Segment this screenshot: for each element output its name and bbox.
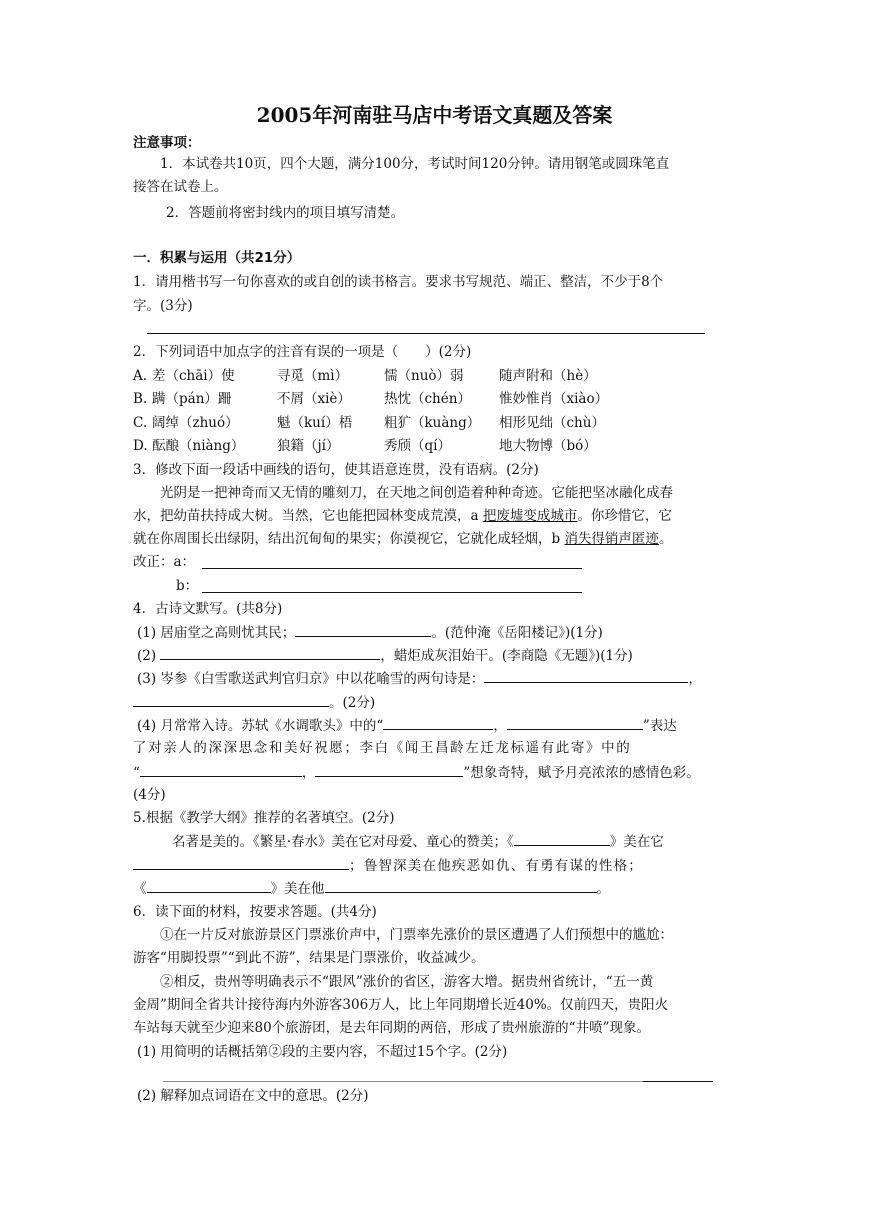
q5-line-1 bbox=[172, 831, 664, 852]
q2-word: 地大物博（bó） bbox=[499, 438, 597, 454]
q4-3-blank-2[interactable] bbox=[133, 692, 329, 707]
q5-text: 5.根据《教学大纲》推荐的名著填空。(2分) bbox=[133, 810, 395, 826]
q3-passage-text: 就在你周围长出绿阴，结出沉甸甸的果实；你漠视它，它就化成轻烟，b bbox=[133, 531, 565, 547]
q1-text: 1．请用楷书写一句你喜欢的或自创的读书格言。要求书写规范、端正、整洁，不少于8个 bbox=[133, 274, 664, 290]
q2-word: 魁（kuí）梧 bbox=[277, 415, 353, 431]
q5-text: 《 bbox=[133, 881, 147, 897]
q4-4 bbox=[137, 715, 677, 736]
q1-answer-line[interactable] bbox=[147, 333, 705, 334]
q4-4-blank-1[interactable] bbox=[383, 715, 493, 730]
q4-4-blank-4[interactable] bbox=[315, 762, 463, 777]
q2-label: B. bbox=[133, 391, 148, 407]
q1-text-cont: 字。(3分) bbox=[133, 298, 193, 314]
q5-blank-1[interactable] bbox=[514, 831, 610, 846]
q4-4-text: (4) 月常常入诗。苏轼《水调歌头》中的“ bbox=[137, 718, 384, 734]
q2-word: 懦（nuò）弱 bbox=[384, 368, 464, 384]
q4-4-cont: 了对亲人的深深思念和美好祝愿；李白《闻王昌龄左迁龙标遥有此寄》中的 bbox=[133, 740, 632, 756]
q3-fix-b-line[interactable] bbox=[202, 592, 582, 593]
q2-word: 热忱（chén） bbox=[384, 391, 471, 407]
q5-text: 》美在他 bbox=[270, 881, 325, 897]
q2-word: 酝酿（niàng） bbox=[152, 438, 245, 454]
q4-3-text: (3) 岑参《白雪歌送武判官归京》中以花喻雪的两句诗是： bbox=[137, 671, 485, 687]
q4-2-blank[interactable] bbox=[160, 645, 380, 660]
q6-1-answer-line[interactable] bbox=[163, 1081, 643, 1082]
q2-word: 寻觅（mì） bbox=[277, 368, 349, 384]
notice-item-1: 1．本试卷共10页，四个大题，满分100分，考试时间120分钟。请用钢笔或圆珠笔直 bbox=[160, 156, 670, 172]
q4-4-comma: ， bbox=[493, 718, 507, 734]
q3-fix-a-line[interactable] bbox=[202, 568, 582, 569]
q6-1-text: (1) 用简明的话概括第②段的主要内容，不超过15个字。(2分) bbox=[137, 1044, 508, 1060]
q2-word: 秀颀（qí） bbox=[384, 438, 451, 454]
q4-3-blank-1[interactable] bbox=[484, 668, 688, 683]
q3-passage-text: 。 bbox=[658, 531, 673, 547]
q4-4-quote: “ bbox=[133, 765, 140, 781]
q4-2-text: ，蜡炬成灰泪始干。(李商隐《无题》)(1分) bbox=[380, 648, 633, 664]
q2-word: 惟妙惟肖（xiào） bbox=[499, 391, 609, 407]
q2-word: 差（chāi）使 bbox=[152, 368, 235, 384]
q6-passage-line: ①在一片反对旅游景区门票涨价声中，门票率先涨价的景区遭遇了人们预想中的尴尬： bbox=[160, 927, 673, 943]
q4-3-comma: ， bbox=[688, 671, 702, 687]
q2-label: C. bbox=[133, 415, 148, 431]
q5-line-2 bbox=[133, 855, 643, 876]
q5-text: ；鲁智深美在他疾恶如仇、有勇有谋的性格； bbox=[349, 858, 643, 874]
q4-3-score: 。(2分) bbox=[329, 695, 376, 711]
q6-passage-line: ②相反，贵州等明确表示不“跟风”涨价的省区，游客大增。据贵州省统计，“五一黄 bbox=[160, 974, 654, 990]
page-title: 2005年河南驻马店中考语文真题及答案 bbox=[256, 103, 613, 127]
q4-1-text: (1) 居庙堂之高则忧其民； bbox=[137, 625, 296, 641]
section1-heading: 一．积累与运用（共21分） bbox=[133, 250, 301, 266]
q2-word: 阔绰（zhuó） bbox=[152, 415, 239, 431]
q2-word: 粗犷（kuàng） bbox=[384, 415, 481, 431]
q2-label: A. bbox=[133, 368, 148, 384]
notice-item-2: 2．答题前将密封线内的项目填写清楚。 bbox=[166, 205, 405, 221]
q3-fix-a-label: 改正：a： bbox=[133, 554, 196, 570]
q2-text: 2．下列词语中加点字的注音有误的一项是（ ）(2分) bbox=[133, 344, 472, 360]
q4-1-source: 。(范仲淹《岳阳楼记》)(1分) bbox=[431, 625, 603, 641]
q3-passage-line bbox=[133, 506, 672, 526]
q3-underlined-a: 把废墟变成城市 bbox=[482, 508, 578, 524]
q6-text: 6．读下面的材料，按要求答题。(共4分) bbox=[133, 904, 377, 920]
q2-word: 相形见绌（chù） bbox=[499, 415, 605, 431]
q4-4-score: (4分) bbox=[133, 787, 166, 803]
q3-text: 3．修改下面一段话中画线的语句，使其语意连贯，没有语病。(2分) bbox=[133, 462, 539, 478]
q5-line-3 bbox=[133, 878, 610, 899]
q6-1-answer-line-end[interactable] bbox=[643, 1081, 713, 1082]
q3-passage-line bbox=[133, 529, 672, 549]
q6-passage-line: 车站每天就至少迎来80个旅游团，是去年同期的两倍，形成了贵州旅游的“井喷”现象。 bbox=[133, 1020, 650, 1036]
q4-1 bbox=[137, 622, 603, 643]
q4-4-text: ”想象奇特，赋予月亮浓浓的感情色彩。 bbox=[463, 765, 700, 781]
q4-1-blank[interactable] bbox=[295, 622, 431, 637]
q4-2-label: (2) bbox=[137, 648, 157, 664]
q5-text: 名著是美的。《繁星·春水》美在它对母爱、童心的赞美；《 bbox=[172, 834, 514, 850]
q4-4-blank-2[interactable] bbox=[507, 715, 643, 730]
q5-blank-3[interactable] bbox=[147, 878, 271, 893]
q4-text: 4．古诗文默写。(共8分) bbox=[133, 601, 283, 617]
q4-3 bbox=[137, 668, 702, 689]
q5-text: 》美在它 bbox=[609, 834, 664, 850]
q2-word: 狼籍（jí） bbox=[277, 438, 340, 454]
q4-4-text: ”表达 bbox=[642, 718, 677, 734]
q5-blank-4[interactable] bbox=[325, 878, 597, 893]
q2-word: 随声附和（hè） bbox=[499, 368, 597, 384]
q4-4-cont2 bbox=[133, 762, 700, 783]
q2-word: 不屑（xiè） bbox=[277, 391, 351, 407]
q3-fix-b-label: b： bbox=[176, 578, 199, 594]
q5-text: 。 bbox=[596, 881, 610, 897]
q2-label: D. bbox=[133, 438, 148, 454]
q6-2-text: (2) 解释加点词语在文中的意思。(2分) bbox=[137, 1088, 369, 1104]
q4-3-cont bbox=[133, 692, 375, 713]
q3-underlined-b: 消失得销声匿迹 bbox=[564, 531, 659, 547]
q5-blank-2[interactable] bbox=[133, 855, 349, 870]
q4-2 bbox=[137, 645, 633, 666]
q3-passage-text: 。你珍惜它，它 bbox=[577, 508, 672, 524]
notice-heading: 注意事项： bbox=[133, 135, 201, 151]
q3-passage-line: 光阴是一把神奇而又无情的雕刻刀，在天地之间创造着种种奇迹。它能把坚冰融化成春 bbox=[160, 485, 673, 501]
q4-4-blank-3[interactable] bbox=[140, 762, 302, 777]
q6-passage-line: 游客“用脚投票”“到此不游”，结果是门票涨价，收益减少。 bbox=[133, 950, 485, 966]
q2-word: 蹒（pán）跚 bbox=[152, 391, 232, 407]
q4-4-comma: ， bbox=[301, 765, 316, 781]
q6-passage-line: 金周”期间全省共计接待海内外游客306万人，比上年同期增长近40%。仅前四天，贵阳火 bbox=[133, 997, 669, 1013]
q3-passage-text: 水，把幼苗扶持成大树。当然，它也能把园林变成荒漠，a bbox=[133, 508, 483, 524]
notice-item-1-cont: 接答在试卷上。 bbox=[133, 179, 228, 195]
